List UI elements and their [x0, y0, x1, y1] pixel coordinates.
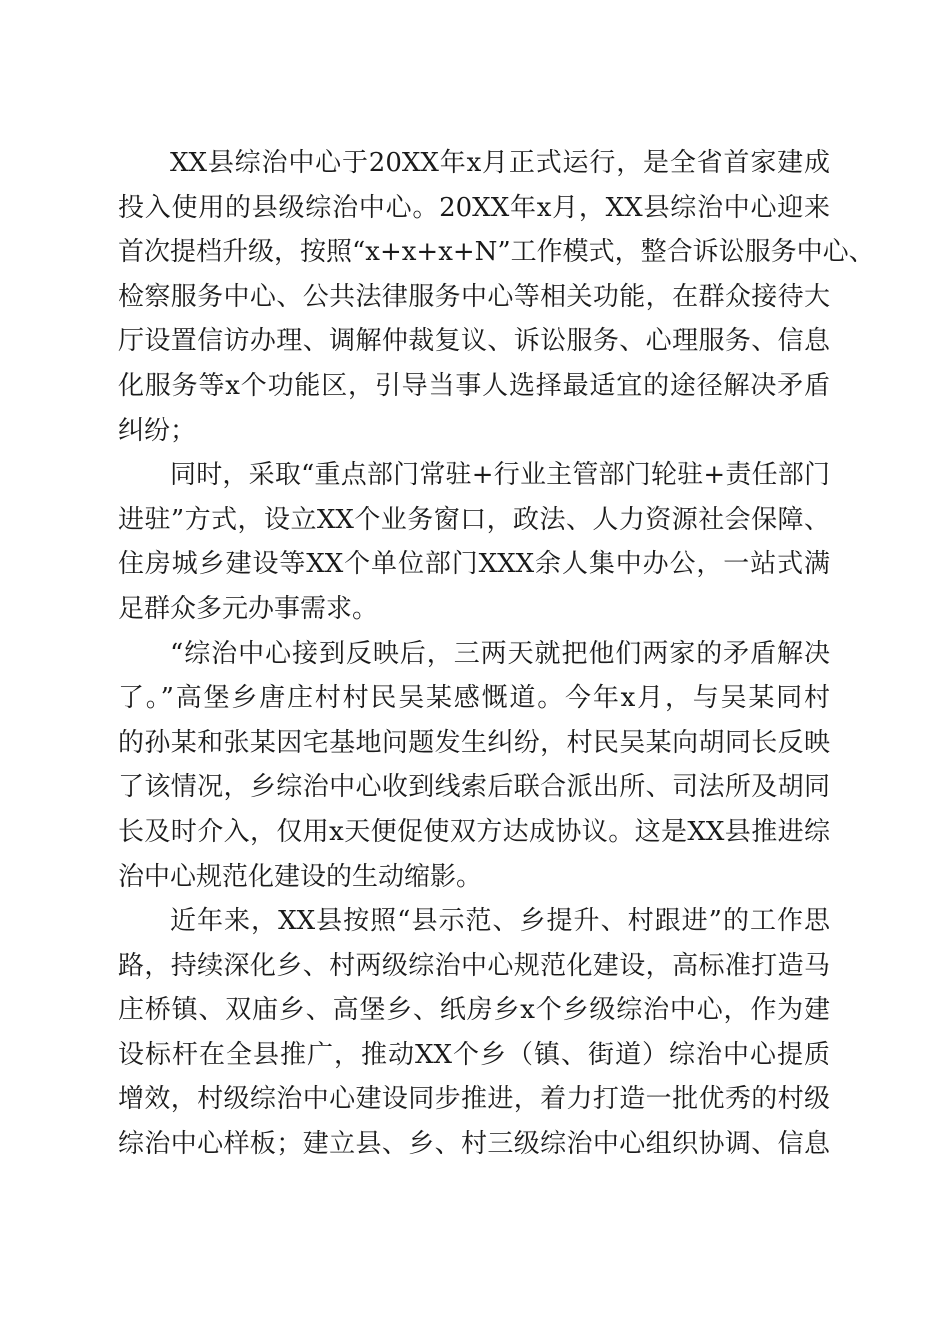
- text-line: 足群众多元办事需求。: [118, 593, 379, 624]
- text-line: 治中心规范化建设的生动缩影。: [118, 861, 483, 892]
- paragraph-1: [118, 141, 875, 453]
- text-line: 化服务等x个功能区，引导当事人选择最适宜的途径解决矛盾: [118, 370, 830, 401]
- text-line: 检察服务中心、公共法律服务中心等相关功能，在群众接待大: [118, 281, 830, 312]
- text-line: “综治中心接到反映后，三两天就把他们两家的矛盾解决: [170, 638, 830, 669]
- text-line: 的孙某和张某因宅基地问题发生纠纷，村民吴某向胡同长反映: [118, 727, 830, 758]
- text-line: 同时，采取“重点部门常驻+行业主管部门轮驻+责任部门: [170, 460, 830, 491]
- paragraph-2: [118, 453, 830, 631]
- text-line: 了该情况，乡综治中心收到线索后联合派出所、司法所及胡同: [118, 772, 830, 803]
- text-line: 了。”高堡乡唐庄村村民吴某感慨道。今年x月，与吴某同村: [118, 683, 830, 714]
- text-line: XX县综治中心于20XX年x月正式运行，是全省首家建成: [170, 148, 830, 178]
- text-line: 设标杆在全县推广，推动XX个乡（镇、街道）综治中心提质: [118, 1039, 830, 1070]
- document-body: [118, 141, 875, 1167]
- text-line: 路，持续深化乡、村两级综治中心规范化建设，高标准打造马: [118, 950, 830, 981]
- text-line: 近年来，XX县按照“县示范、乡提升、村跟进”的工作思: [170, 906, 830, 937]
- text-line: 庄桥镇、双庙乡、高堡乡、纸房乡x个乡级综治中心，作为建: [118, 995, 830, 1026]
- text-line: 增效，村级综治中心建设同步推进，着力打造一批优秀的村级: [118, 1084, 830, 1115]
- paragraph-3: [118, 632, 830, 900]
- text-line: 进驻”方式，设立XX个业务窗口，政法、人力资源社会保障、: [118, 504, 830, 535]
- text-line: 住房城乡建设等XX个单位部门XXX余人集中办公，一站式满: [118, 549, 830, 580]
- text-line: 厅设置信访办理、调解仲裁复议、诉讼服务、心理服务、信息: [118, 326, 830, 357]
- text-line: 投入使用的县级综治中心。20XX年x月，XX县综治中心迎来: [118, 192, 830, 223]
- text-line: 长及时介入，仅用x天便促使双方达成协议。这是XX县推进综: [118, 816, 830, 847]
- text-line: 纠纷；: [118, 415, 197, 446]
- text-line: 首次提档升级，按照“x+x+x+N”工作模式，整合诉讼服务中心、: [118, 237, 875, 268]
- text-line: 综治中心样板；建立县、乡、村三级综治中心组织协调、信息: [118, 1129, 830, 1160]
- paragraph-4: [118, 899, 830, 1167]
